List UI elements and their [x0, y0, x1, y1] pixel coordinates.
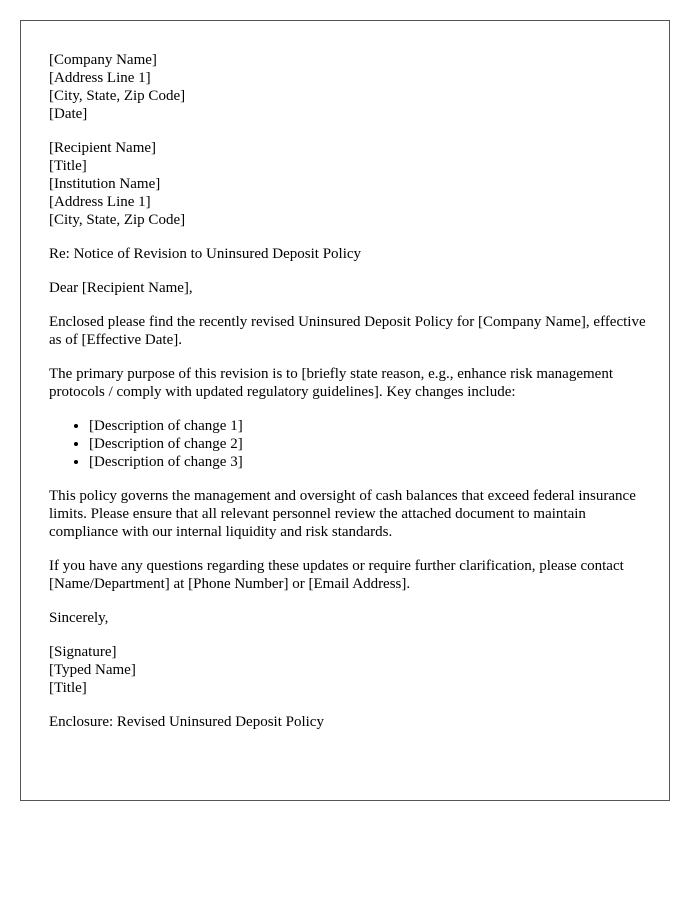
recipient-title: [Title]: [49, 158, 87, 174]
recipient-city-state-zip: [City, State, Zip Code]: [49, 212, 186, 228]
signer-title: [Title]: [49, 680, 87, 696]
sender-address-block: [49, 51, 649, 123]
recipient-name: [Recipient Name]: [49, 140, 157, 156]
subject-line: Re: Notice of Revision to Uninsured Deposit Policy: [49, 246, 362, 262]
letter-page: [20, 20, 670, 801]
list-item: • [Description of change 1]: [89, 417, 649, 435]
recipient-address-line-1: [Address Line 1]: [49, 194, 151, 210]
enclosure-note: Enclosure: Revised Uninsured Deposit Policy: [49, 714, 324, 730]
sender-city-state-zip: [City, State, Zip Code]: [49, 88, 186, 104]
salutation: Dear [Recipient Name],: [49, 280, 193, 296]
recipient-institution: [Institution Name]: [49, 176, 161, 192]
letter-date: [Date]: [49, 106, 88, 122]
sender-company: [Company Name]: [49, 52, 157, 68]
list-item: • [Description of change 3]: [89, 453, 649, 471]
body-paragraph-4: If you have any questions regarding these updates or require further clarification, please contact [Name/Department] at [Phone Number] or [Email Address].: [49, 558, 624, 592]
typed-name: [Typed Name]: [49, 662, 136, 678]
recipient-address-block: [49, 139, 649, 229]
signature-block: [49, 643, 649, 697]
sender-address-line-1: [Address Line 1]: [49, 70, 151, 86]
closing: Sincerely,: [49, 610, 109, 626]
signature: [Signature]: [49, 644, 117, 660]
changes-list: [49, 417, 649, 471]
body-paragraph-2: The primary purpose of this revision is to [briefly state reason, e.g., enhance risk management protocols / comply with updated regulatory guidelines]. Key changes include:: [49, 366, 613, 400]
list-item: • [Description of change 2]: [89, 435, 649, 453]
body-paragraph-1: Enclosed please find the recently revised Uninsured Deposit Policy for [Company Name], effective as of [Effective Date].: [49, 314, 646, 348]
body-paragraph-3: This policy governs the management and oversight of cash balances that exceed federal insurance limits. Please ensure that all relevant personnel review the attached document to maintain compliance with our internal liquidity and risk standards.: [49, 488, 636, 540]
